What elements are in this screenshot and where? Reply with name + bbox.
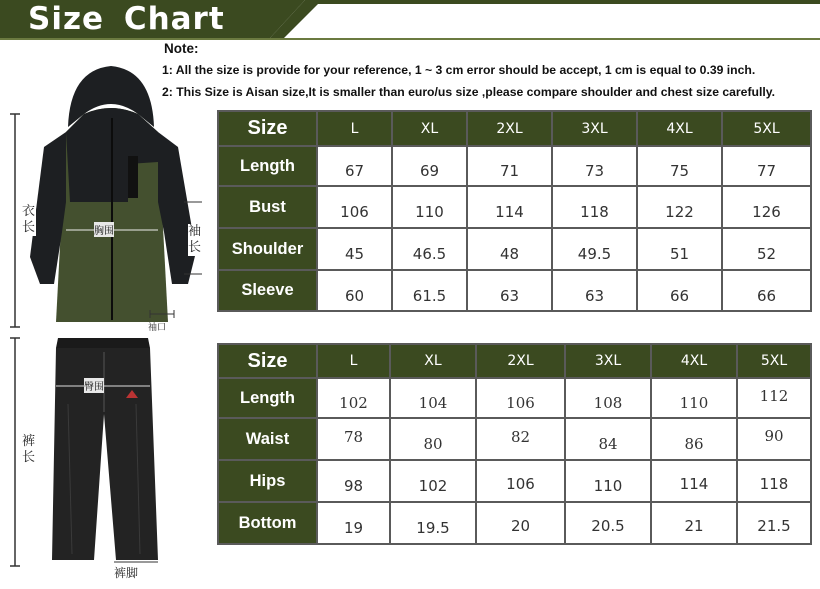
table-cell: 110 [565,460,651,502]
jacket-figure [8,52,214,334]
table-cell: 19.5 [390,502,476,544]
jacket-table-header-row [218,111,811,146]
row-label-length: Length [218,378,317,418]
table-cell: 63 [467,270,552,311]
table-cell: 110 [392,186,467,228]
table-cell: 90 [737,418,811,460]
table-cell: 52 [722,228,811,270]
table-cell: 71 [467,146,552,186]
jacket-chest-label: 胸围 [94,222,114,237]
jacket-size-col: 3XL [552,111,637,146]
jacket-cuff-label: 袖口 [148,323,167,333]
table-cell: 122 [637,186,722,228]
page-title: Size Chart [28,1,225,37]
table-cell: 98 [317,460,390,502]
pants-bottom-label: 裤脚 [114,566,139,580]
table-cell: 114 [467,186,552,228]
pants-size-col: 4XL [651,344,737,378]
pants-size-col: 3XL [565,344,651,378]
table-cell: 108 [565,378,651,418]
table-row [218,460,811,502]
jacket-length-label: 衣长 [22,204,36,235]
row-label-waist: Waist [218,418,317,460]
row-label-hips: Hips [218,460,317,502]
table-cell: 106 [476,460,565,502]
table-cell: 102 [390,460,476,502]
table-cell: 61.5 [392,270,467,311]
jacket-icon [8,52,214,334]
pants-size-table [217,343,812,545]
table-cell: 20 [476,502,565,544]
pants-length-label: 裤长 [22,434,36,465]
table-cell: 63 [552,270,637,311]
row-label-sleeve: Sleeve [218,270,317,311]
table-cell: 102 [317,378,390,418]
table-cell: 45 [317,228,392,270]
table-cell: 118 [552,186,637,228]
table-cell: 66 [637,270,722,311]
row-label-bust: Bust [218,186,317,228]
table-cell: 126 [722,186,811,228]
pants-hip-label: 臀围 [84,378,104,393]
table-cell: 104 [390,378,476,418]
jacket-size-table [217,110,812,312]
jacket-size-col: L [317,111,392,146]
note-line-1: 1: All the size is provide for your reference, 1 ~ 3 cm error should be accept, 1 cm is equal to 0.39 inch. [162,63,756,77]
table-cell: 73 [552,146,637,186]
table-cell: 106 [317,186,392,228]
jacket-sleeve-label: 袖长 [188,224,202,255]
table-cell: 46.5 [392,228,467,270]
pants-size-col: L [317,344,390,378]
pants-icon [8,334,214,584]
table-cell: 82 [476,418,565,460]
table-cell: 112 [737,378,811,418]
pants-figure [8,334,214,584]
table-cell: 84 [565,418,651,460]
table-row [218,146,811,186]
table-cell: 77 [722,146,811,186]
table-cell: 78 [317,418,390,460]
row-label-length: Length [218,146,317,186]
table-cell: 66 [722,270,811,311]
table-cell: 19 [317,502,390,544]
jacket-size-col: 2XL [467,111,552,146]
table-row [218,228,811,270]
jacket-size-col: XL [392,111,467,146]
row-label-shoulder: Shoulder [218,228,317,270]
table-row [218,418,811,460]
table-cell: 21.5 [737,502,811,544]
table-cell: 114 [651,460,737,502]
table-cell: 69 [392,146,467,186]
note-title: Note: [164,41,199,56]
table-cell: 118 [737,460,811,502]
table-row [218,186,811,228]
header-bar [0,0,820,40]
pants-size-col: XL [390,344,476,378]
table-cell: 86 [651,418,737,460]
pants-header-size: Size [218,344,317,378]
pants-size-col: 2XL [476,344,565,378]
table-cell: 67 [317,146,392,186]
table-cell: 51 [637,228,722,270]
pants-table-header-row [218,344,811,378]
pants-size-col: 5XL [737,344,811,378]
jacket-header-size: Size [218,111,317,146]
table-row [218,502,811,544]
table-cell: 49.5 [552,228,637,270]
table-cell: 21 [651,502,737,544]
table-cell: 75 [637,146,722,186]
table-cell: 106 [476,378,565,418]
table-cell: 110 [651,378,737,418]
table-cell: 80 [390,418,476,460]
row-label-bottom: Bottom [218,502,317,544]
note-line-2: 2: This Size is Aisan size,It is smaller than euro/us size ,please compare shoulder and chest size carefully. [162,85,775,99]
jacket-size-col: 4XL [637,111,722,146]
table-cell: 20.5 [565,502,651,544]
table-cell: 60 [317,270,392,311]
table-cell: 48 [467,228,552,270]
jacket-size-col: 5XL [722,111,811,146]
table-row [218,270,811,311]
table-row [218,378,811,418]
